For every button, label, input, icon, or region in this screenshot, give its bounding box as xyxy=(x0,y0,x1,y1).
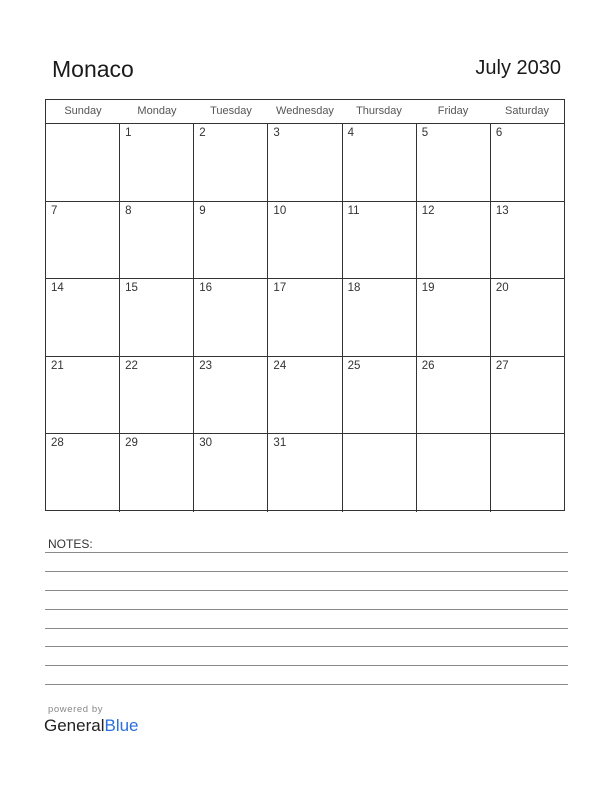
day-number: 21 xyxy=(51,359,64,372)
calendar-grid xyxy=(45,99,565,511)
week-row xyxy=(46,434,564,512)
day-cell xyxy=(120,357,194,434)
day-cell xyxy=(343,357,417,434)
brand-blue-text: Blue xyxy=(104,716,139,735)
day-cell xyxy=(46,434,120,512)
day-cell xyxy=(491,124,564,201)
day-cell xyxy=(417,202,491,279)
day-number: 13 xyxy=(495,204,509,217)
day-cell xyxy=(194,357,268,434)
day-number: 6 xyxy=(495,127,503,139)
day-number: 30 xyxy=(199,437,213,450)
weekday-header: Friday xyxy=(437,105,469,117)
day-number: 1 xyxy=(125,127,132,139)
day-cell xyxy=(343,279,417,356)
day-cell xyxy=(194,434,268,512)
day-number: 29 xyxy=(125,437,138,450)
notes-line xyxy=(45,552,568,553)
day-cell xyxy=(46,202,120,279)
weekday-header: Monday xyxy=(137,105,177,117)
day-number: 15 xyxy=(125,282,138,295)
day-cell xyxy=(268,202,342,279)
day-number: 25 xyxy=(347,359,361,372)
day-cell xyxy=(46,357,120,434)
day-cell xyxy=(268,357,342,434)
day-number: 7 xyxy=(51,204,58,217)
day-cell xyxy=(194,124,268,201)
calendar-title: Monaco xyxy=(52,56,134,82)
day-number: 20 xyxy=(495,282,509,295)
day-number: 9 xyxy=(199,204,206,217)
weekday-header: Tuesday xyxy=(210,105,252,117)
day-cell xyxy=(46,279,120,356)
day-number: 17 xyxy=(273,282,287,295)
day-cell xyxy=(120,279,194,356)
day-cell xyxy=(491,202,564,279)
day-number: 18 xyxy=(347,282,361,295)
weekday-header: Thursday xyxy=(356,105,402,117)
week-row xyxy=(46,279,564,357)
day-cell xyxy=(491,434,564,512)
notes-line xyxy=(45,590,568,591)
day-cell xyxy=(120,124,194,201)
day-number: 8 xyxy=(125,204,132,217)
notes-line xyxy=(45,609,568,610)
day-cell xyxy=(417,279,491,356)
day-number: 22 xyxy=(125,359,138,372)
weekday-header: Wednesday xyxy=(276,105,334,117)
day-number: 24 xyxy=(273,359,287,372)
day-cell xyxy=(268,434,342,512)
week-row xyxy=(46,202,564,280)
day-cell xyxy=(194,202,268,279)
day-number: 11 xyxy=(347,204,360,217)
day-number: 28 xyxy=(51,437,64,450)
week-row xyxy=(46,124,564,202)
day-number: 31 xyxy=(273,437,287,450)
day-cell xyxy=(120,434,194,512)
day-cell xyxy=(491,279,564,356)
day-cell xyxy=(343,434,417,512)
notes-line xyxy=(45,665,568,666)
day-number: 26 xyxy=(421,359,435,372)
notes-line xyxy=(45,684,568,685)
week-row xyxy=(46,357,564,435)
day-cell xyxy=(343,124,417,201)
day-cell xyxy=(46,124,120,201)
notes-label: NOTES: xyxy=(48,537,93,551)
day-number: 12 xyxy=(421,204,435,217)
day-cell xyxy=(417,357,491,434)
weekday-header: Saturday xyxy=(504,105,550,117)
month-label: July 2030 xyxy=(475,57,561,79)
day-number: 4 xyxy=(347,127,354,139)
brand-general-text: General xyxy=(44,716,105,735)
day-number: 27 xyxy=(495,359,509,372)
notes-line xyxy=(45,646,568,647)
day-cell xyxy=(343,202,417,279)
day-number: 2 xyxy=(199,127,206,139)
day-cell xyxy=(417,124,491,201)
weekday-header: Sunday xyxy=(64,105,102,117)
day-cell xyxy=(491,357,564,434)
notes-line xyxy=(45,571,568,572)
day-cell xyxy=(120,202,194,279)
powered-by-text: powered by xyxy=(48,704,104,715)
day-number: 16 xyxy=(199,282,213,295)
day-cell xyxy=(194,279,268,356)
weekday-header-row xyxy=(46,100,564,124)
day-cell xyxy=(268,279,342,356)
brand-logo[interactable] xyxy=(44,716,139,736)
day-number: 14 xyxy=(51,282,64,295)
day-cell xyxy=(268,124,342,201)
day-number: 19 xyxy=(421,282,435,295)
notes-line xyxy=(45,628,568,629)
day-number: 23 xyxy=(199,359,213,372)
day-number: 3 xyxy=(273,127,280,139)
day-number: 5 xyxy=(421,127,429,139)
day-number: 10 xyxy=(273,204,287,217)
day-cell xyxy=(417,434,491,512)
